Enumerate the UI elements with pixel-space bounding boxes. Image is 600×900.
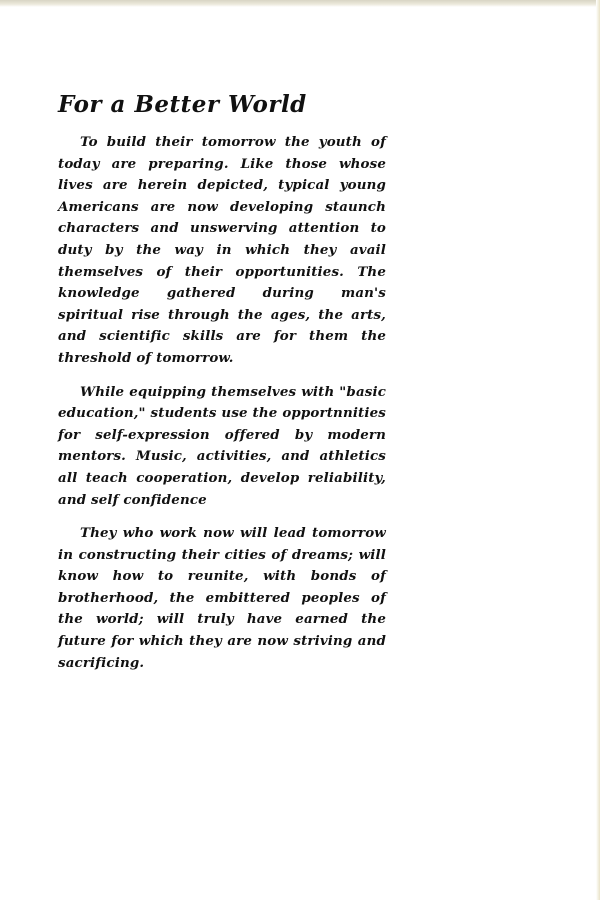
page-edge-top	[0, 0, 600, 7]
text-block	[58, 88, 386, 686]
paragraph-1: To build their tomorrow the youth of today are preparing. Like those whose lives are herein depicted, typical young Americans are now developing staunch characters and unswerving attention to duty by the way in which they avail themselves of their opportunities. The knowledge gathered during man's spiritual rise through the ages, the arts, and scientific skills are for them the threshold of tomorrow.	[58, 134, 386, 366]
paragraph-3: They who work now will lead tomorrow in constructing their cities of dreams; will know how to reunite, with bonds of brotherhood, the embittered peoples of the world; will truly have earned the future for which they are now striving and sacrificing.	[58, 525, 386, 671]
paragraph-2: While equipping themselves with "basic education," students use the opportnnities for self-expression offered by modern mentors. Music, activities, and athletics all teach cooperation, develop reliability, and self confidence	[58, 383, 386, 508]
page-title: For a Better World	[58, 91, 307, 118]
page-edge-right	[596, 0, 600, 900]
